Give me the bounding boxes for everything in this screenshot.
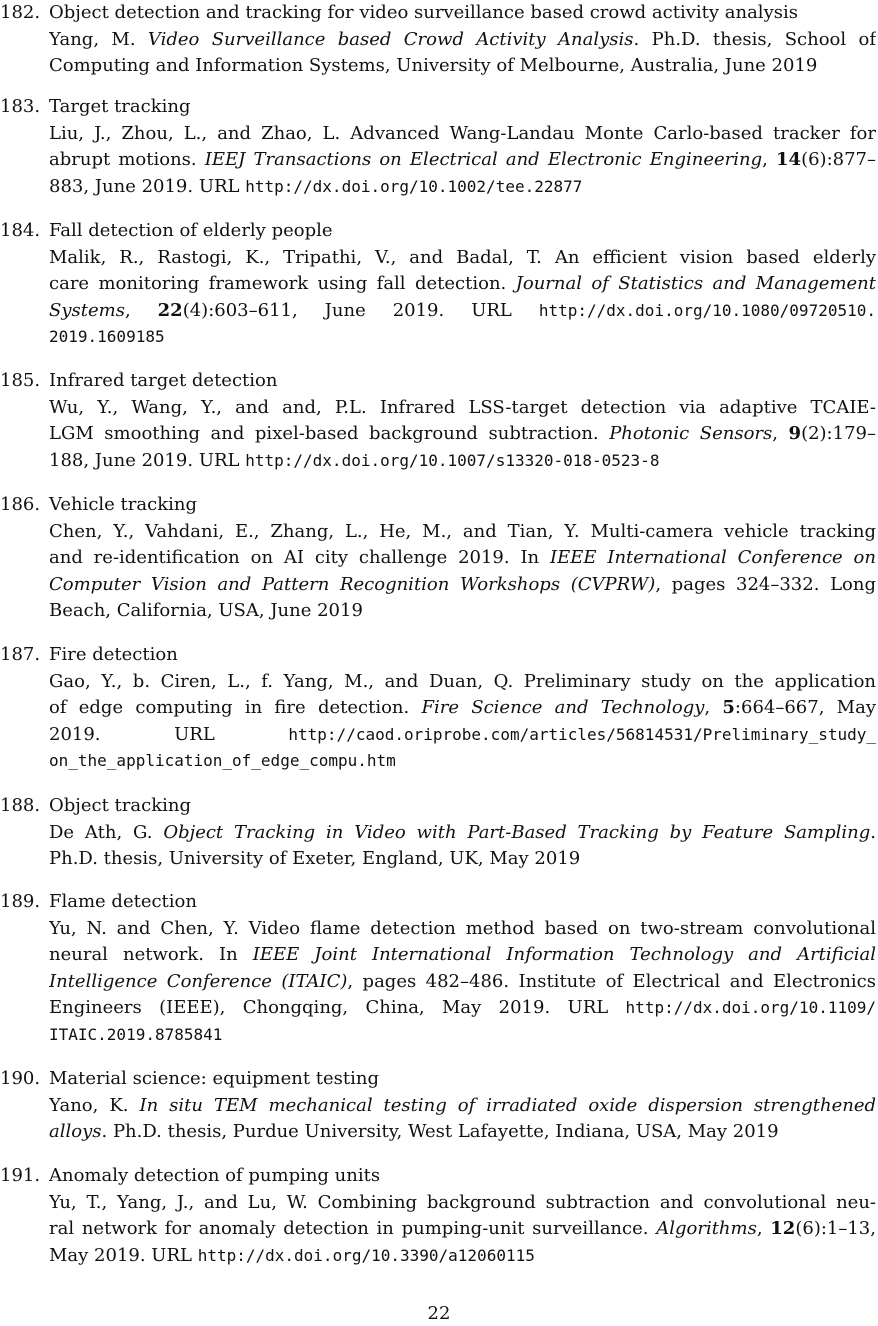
citation-text: Malik, R., Rastogi, K., Tripathi, V., and Badal, T. An efficient vision based elderly bbox=[49, 246, 876, 268]
citation-url[interactable]: ITAIC.2019.8785841 bbox=[49, 1025, 223, 1044]
citation-text: Beach, California, USA, June 2019 bbox=[49, 600, 363, 622]
citation-text: , pages 324–332. Long bbox=[655, 573, 876, 595]
reference-entry bbox=[0, 218, 878, 351]
citation-line bbox=[49, 421, 876, 448]
citation-url[interactable]: on_the_application_of_edge_compu.htm bbox=[49, 751, 396, 771]
citation-text: LGM smoothing and pixel-based background subtraction. bbox=[49, 423, 610, 445]
citation-line bbox=[49, 572, 876, 599]
citation-line bbox=[49, 1119, 876, 1146]
citation-venue: IEEE International Conference on bbox=[549, 547, 876, 569]
citation-text: 883, June 2019. URL bbox=[49, 175, 246, 197]
reference-number: 184. bbox=[0, 220, 41, 241]
citation-url[interactable]: http://caod.oriprobe.com/articles/56814531/Preliminary_study_ bbox=[288, 724, 876, 744]
citation-venue: Computer Vision and Pattern Recognition Workshops (CVPRW) bbox=[49, 573, 656, 595]
citation-line bbox=[49, 1093, 876, 1120]
citation-text: of edge computing in fire detection. bbox=[49, 697, 422, 719]
citation-venue: Intelligence Conference (ITAIC) bbox=[49, 970, 348, 992]
reference-number: 190. bbox=[0, 1068, 41, 1089]
reference-topic: Infrared target detection bbox=[49, 370, 278, 391]
reference-number: 185. bbox=[0, 370, 41, 391]
citation-text: care monitoring framework using fall detection. bbox=[49, 273, 516, 295]
citation-text: and re-identification on AI city challenge 2019. In bbox=[49, 547, 550, 569]
citation-text: , pages 482–486. Institute of Electrical and Electronics bbox=[347, 970, 876, 992]
reference-entry bbox=[0, 492, 878, 625]
citation-line bbox=[49, 53, 876, 80]
citation-line bbox=[49, 174, 876, 201]
reference-topic: Flame detection bbox=[49, 891, 197, 912]
citation-line bbox=[49, 1243, 876, 1270]
citation-text: Yu, N. and Chen, Y. Video flame detection method based on two-stream convolutional bbox=[49, 917, 876, 939]
citation-url[interactable]: http://dx.doi.org/10.3390/a12060115 bbox=[197, 1245, 535, 1265]
citation-venue: Object Tracking in Video with Part-Based Tracking by Feature Sampling bbox=[163, 821, 871, 843]
citation-text: :664–667, May bbox=[734, 697, 876, 719]
citation-line bbox=[49, 820, 876, 847]
citation-line bbox=[49, 27, 876, 54]
citation-text: 188, June 2019. URL bbox=[49, 449, 246, 471]
citation-text: Yang, M. bbox=[49, 28, 148, 50]
citation-venue: Photonic Sensors bbox=[609, 423, 773, 445]
reference-number: 186. bbox=[0, 494, 41, 515]
citation-text: . Ph.D. thesis, School of bbox=[633, 28, 876, 50]
citation-text: De Ath, G. bbox=[49, 821, 164, 843]
reference-topic: Object tracking bbox=[49, 795, 191, 816]
citation-venue: Journal of Statistics and Management bbox=[515, 273, 876, 295]
citation-text: . bbox=[870, 821, 876, 843]
citation-text: neural network. In bbox=[49, 944, 253, 966]
citation-venue: Algorithms bbox=[656, 1218, 757, 1240]
citation-text: Yano, K. bbox=[49, 1094, 140, 1116]
citation-venue: IEEE Joint International Information Technology and Artificial bbox=[252, 944, 876, 966]
citation-line bbox=[49, 448, 876, 475]
citation-text: Gao, Y., b. Ciren, L., f. Yang, M., and Duan, Q. Preliminary study on the application bbox=[49, 670, 876, 692]
citation-url[interactable]: http://dx.doi.org/10.1109/ bbox=[625, 998, 876, 1018]
citation-venue: Systems bbox=[49, 299, 125, 321]
citation-text: ral network for anomaly detection in pumping-unit surveillance. bbox=[49, 1218, 657, 1240]
reference-entry bbox=[0, 1066, 878, 1146]
citation-text: Yu, T., Yang, J., and Lu, W. Combining background subtraction and convolutional neu- bbox=[49, 1191, 876, 1213]
citation-venue: IEEJ Transactions on Electrical and Electronic Engineering bbox=[204, 149, 763, 171]
reference-number: 183. bbox=[0, 96, 41, 117]
citation-line bbox=[49, 748, 876, 775]
reference-entry bbox=[0, 94, 878, 200]
citation-line bbox=[49, 846, 876, 873]
citation-line bbox=[49, 395, 876, 422]
reference-topic: Fire detection bbox=[49, 644, 178, 665]
citation-line bbox=[49, 147, 876, 174]
reference-topic: Object detection and tracking for video surveillance based crowd activity analysis bbox=[49, 2, 798, 23]
citation-line bbox=[49, 669, 876, 696]
reference-entry bbox=[0, 368, 878, 474]
citation-line bbox=[49, 969, 876, 996]
reference-number: 182. bbox=[0, 2, 41, 23]
citation-url[interactable]: http://dx.doi.org/10.1080/09720510. bbox=[538, 300, 876, 320]
citation-text: Chen, Y., Vahdani, E., Zhang, L., He, M., and Tian, Y. Multi-camera vehicle tracking bbox=[49, 520, 876, 542]
citation-text: Computing and Information Systems, University of Melbourne, Australia, June 2019 bbox=[49, 55, 818, 77]
reference-entry bbox=[0, 0, 878, 80]
citation-volume: 5 bbox=[722, 697, 735, 719]
citation-line bbox=[49, 722, 876, 749]
citation-text: (4):603–611, June 2019. URL bbox=[182, 299, 539, 321]
reference-topic: Anomaly detection of pumping units bbox=[49, 1165, 381, 1186]
citation-url[interactable]: http://dx.doi.org/10.1007/s13320-018-0523-8 bbox=[245, 450, 660, 470]
citation-volume: 12 bbox=[770, 1218, 796, 1240]
citation-volume: 22 bbox=[157, 299, 183, 321]
citation-text: , bbox=[704, 697, 723, 719]
citation-line bbox=[49, 324, 876, 351]
citation-text: (6):877– bbox=[801, 149, 876, 171]
citation-venue: In situ TEM mechanical testing of irradiated oxide dispersion strengthened bbox=[139, 1094, 876, 1116]
citation-text: abrupt motions. bbox=[49, 149, 205, 171]
reference-number: 188. bbox=[0, 795, 41, 816]
citation-text: Ph.D. thesis, University of Exeter, England, UK, May 2019 bbox=[49, 848, 581, 870]
reference-topic: Target tracking bbox=[49, 96, 191, 117]
citation-line bbox=[49, 995, 876, 1022]
reference-topic: Material science: equipment testing bbox=[49, 1068, 380, 1089]
citation-volume: 9 bbox=[788, 423, 802, 445]
citation-text: (2):179– bbox=[801, 423, 876, 445]
citation-line bbox=[49, 519, 876, 546]
reference-topic: Fall detection of elderly people bbox=[49, 220, 333, 241]
citation-text: May 2019. URL bbox=[49, 1244, 198, 1266]
citation-line bbox=[49, 245, 876, 272]
citation-line bbox=[49, 298, 876, 325]
page-number: 22 bbox=[427, 1303, 451, 1324]
citation-line bbox=[49, 916, 876, 943]
citation-venue: alloys bbox=[49, 1121, 102, 1143]
reference-entry bbox=[0, 793, 878, 873]
citation-line bbox=[49, 1190, 876, 1217]
citation-text: , bbox=[124, 299, 158, 321]
citation-text: , bbox=[756, 1218, 771, 1240]
citation-line bbox=[49, 942, 876, 969]
citation-venue: Video Surveillance based Crowd Activity Analysis bbox=[147, 28, 634, 50]
citation-text: . Ph.D. thesis, Purdue University, West Lafayette, Indiana, USA, May 2019 bbox=[101, 1121, 779, 1143]
citation-line bbox=[49, 545, 876, 572]
citation-url[interactable]: 2019.1609185 bbox=[49, 327, 165, 347]
reference-entry bbox=[0, 642, 878, 775]
citation-line bbox=[49, 121, 876, 148]
reference-number: 189. bbox=[0, 891, 41, 912]
reference-topic: Vehicle tracking bbox=[49, 494, 197, 515]
reference-entry bbox=[0, 889, 878, 1049]
reference-number: 191. bbox=[0, 1165, 41, 1186]
citation-text: Engineers (IEEE), Chongqing, China, May 2019. URL bbox=[49, 997, 626, 1019]
citation-volume: 14 bbox=[776, 149, 802, 171]
citation-text: , bbox=[762, 149, 777, 171]
citation-text: (6):1–13, bbox=[795, 1218, 876, 1240]
reference-entry bbox=[0, 1163, 878, 1269]
citation-venue: Fire Science and Technology bbox=[421, 697, 705, 719]
citation-text: Liu, J., Zhou, L., and Zhao, L. Advanced Wang-Landau Monte Carlo-based tracker for bbox=[49, 122, 876, 144]
citation-line bbox=[49, 598, 876, 625]
citation-line bbox=[49, 695, 876, 722]
citation-line bbox=[49, 271, 876, 298]
citation-text: , bbox=[772, 423, 789, 445]
citation-text: Wu, Y., Wang, Y., and and, P.L. Infrared LSS-target detection via adaptive TCAIE- bbox=[49, 396, 876, 418]
reference-number: 187. bbox=[0, 644, 41, 665]
citation-url[interactable]: http://dx.doi.org/10.1002/tee.22877 bbox=[245, 176, 583, 196]
citation-text: 2019. URL bbox=[49, 723, 289, 745]
citation-line bbox=[49, 1216, 876, 1243]
citation-line bbox=[49, 1022, 876, 1049]
